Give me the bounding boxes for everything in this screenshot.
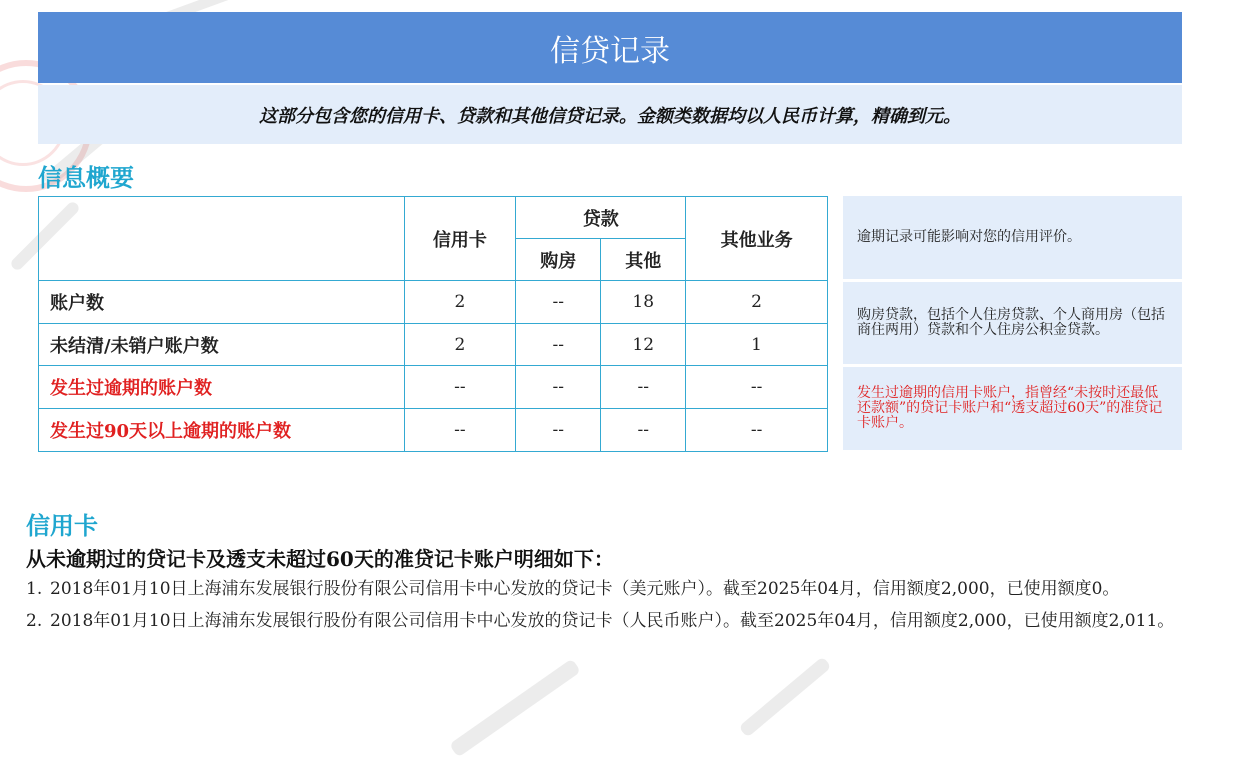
note-overdue-impact	[843, 196, 1182, 279]
cell-other: --	[601, 409, 686, 452]
cell-housing: --	[516, 324, 601, 366]
table-row	[39, 409, 828, 452]
page-subtitle: 这部分包含您的信用卡、贷款和其他信贷记录。金额类数据均以人民币计算，精确到元。	[38, 85, 1182, 144]
table-row	[39, 281, 828, 324]
cell-credit-card: 2	[404, 324, 516, 366]
cell-other: 18	[601, 281, 686, 324]
cell-other-business: 2	[686, 281, 828, 324]
cell-other-business: --	[686, 409, 828, 452]
list-text: 2018年01月10日上海浦东发展银行股份有限公司信用卡中心发放的贷记卡（美元账户）。截至2025年04月，信用额度2,000，已使用额度0。	[50, 579, 1120, 599]
cell-other: --	[601, 366, 686, 409]
note-text: 购房贷款，包括个人住房贷款、个人商用房（包括商住两用）贷款和个人住房公积金贷款。	[857, 307, 1165, 338]
cell-housing: --	[516, 409, 601, 452]
watermark-stroke	[738, 656, 831, 737]
row-label: 发生过90天以上逾期的账户数	[39, 409, 405, 452]
page-title: 信贷记录	[38, 12, 1182, 83]
table-row	[39, 366, 828, 409]
note-overdue-definition	[843, 367, 1182, 450]
table-row	[39, 324, 828, 366]
note-text: 逾期记录可能影响对您的信用评价。	[857, 229, 1081, 245]
table-corner-cell	[39, 197, 405, 281]
cell-housing: --	[516, 366, 601, 409]
summary-section-title: 信息概要	[38, 163, 134, 192]
cell-other-business: --	[686, 366, 828, 409]
notes-panel	[843, 196, 1182, 453]
cell-other-business: 1	[686, 324, 828, 366]
watermark-stroke	[449, 658, 581, 757]
cell-credit-card: 2	[404, 281, 516, 324]
list-item	[26, 576, 1186, 602]
cell-other: 12	[601, 324, 686, 366]
row-label: 未结清/未销户账户数	[39, 324, 405, 366]
cell-credit-card: --	[404, 409, 516, 452]
cell-housing: --	[516, 281, 601, 324]
row-label: 发生过逾期的账户数	[39, 366, 405, 409]
header-other-business: 其他业务	[686, 197, 828, 281]
row-label: 账户数	[39, 281, 405, 324]
header-loan-other: 其他	[601, 239, 686, 281]
list-item	[26, 608, 1186, 634]
header-loan-housing: 购房	[516, 239, 601, 281]
header-credit-card: 信用卡	[404, 197, 516, 281]
credit-card-list	[26, 576, 1186, 640]
list-number: 2.	[26, 611, 43, 631]
credit-heading: 从未逾期过的贷记卡及透支未超过60天的准贷记卡账户明细如下：	[26, 547, 614, 571]
cell-credit-card: --	[404, 366, 516, 409]
note-housing-loan	[843, 282, 1182, 364]
summary-table	[38, 196, 828, 452]
credit-section-title: 信用卡	[26, 511, 98, 540]
header-loan: 贷款	[516, 197, 686, 239]
list-text: 2018年01月10日上海浦东发展银行股份有限公司信用卡中心发放的贷记卡（人民币账户）。截至2025年04月，信用额度2,000，已使用额度2,011。	[50, 611, 1175, 631]
note-text: 发生过逾期的信用卡账户，指曾经“未按时还最低还款额”的贷记卡账户和“透支超过60天”的准贷记卡账户。	[857, 385, 1163, 431]
list-number: 1.	[26, 579, 43, 599]
